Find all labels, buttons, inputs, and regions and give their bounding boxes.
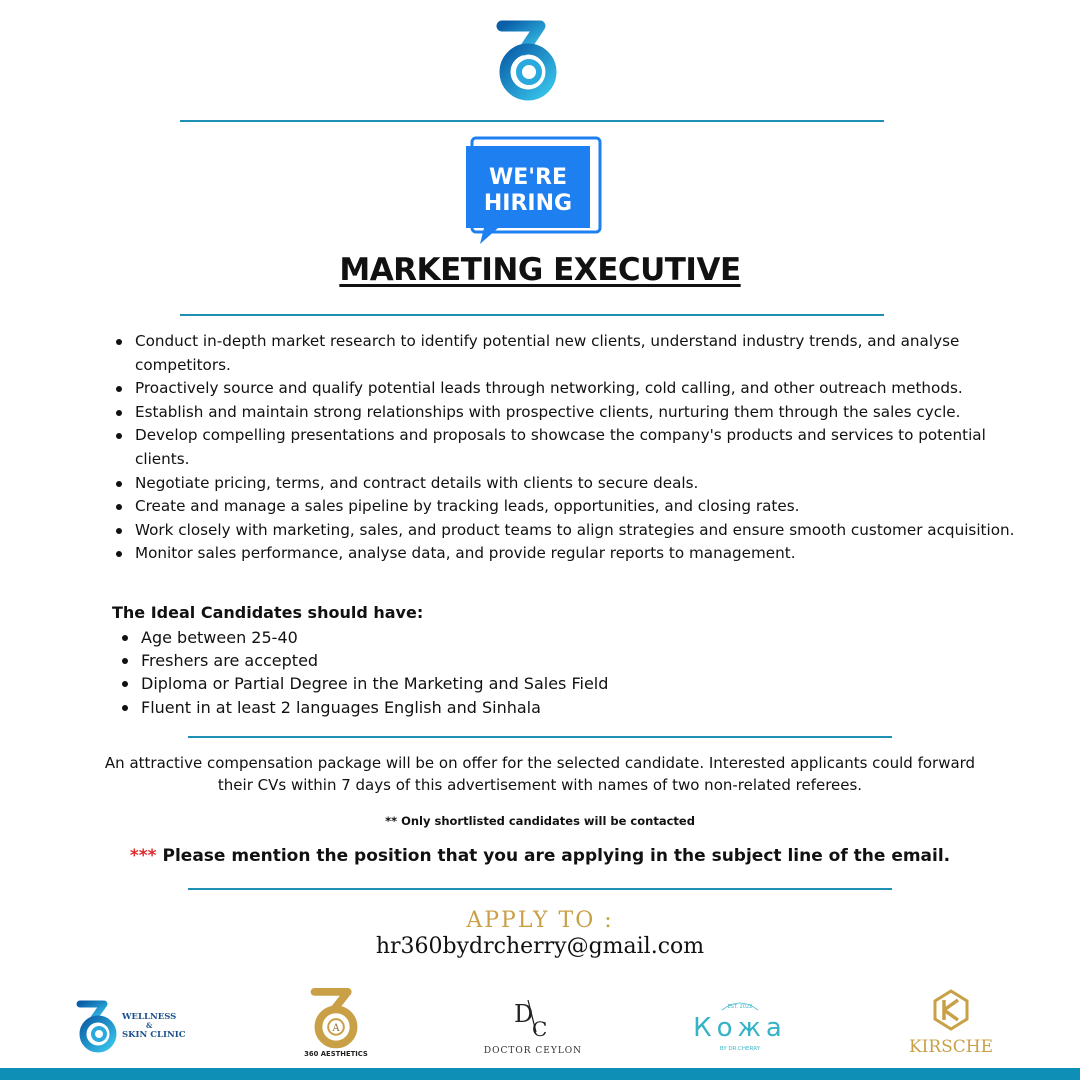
subject-line-notice [0, 846, 1080, 866]
doctor-ceylon-mark-c: C [532, 1017, 548, 1041]
notice-stars: *** [129, 846, 157, 866]
koza-name: Кожа [693, 1013, 787, 1043]
requirement-item: Fluent in at least 2 languages English and Sinhala [122, 696, 608, 719]
notice-text: Please mention the position that you are applying in the subject line of the email. [162, 846, 951, 866]
badge-line-1: WE'RE [489, 165, 567, 190]
divider-bottom [188, 888, 892, 890]
apply-email-link[interactable]: hr360bydrcherry@gmail.com [375, 934, 705, 959]
brand-kirsche [896, 988, 1006, 1058]
duty-item: Proactively source and qualify potential leads through networking, cold calling, and other outreach methods. [116, 377, 1016, 401]
ideal-candidates-list [122, 626, 608, 719]
brand-wellness-skin-clinic [74, 998, 194, 1058]
requirement-item: Diploma or Partial Degree in the Marketing and Sales Field [122, 672, 608, 695]
divider-middle [188, 736, 892, 738]
ideal-candidates-heading: The Ideal Candidates should have: [112, 603, 424, 622]
badge-line-2: HIRING [483, 191, 573, 216]
were-hiring-badge [462, 136, 602, 246]
doctor-ceylon-mark-d: D [514, 1000, 534, 1028]
aesthetics-label: 360 AESTHETICS [304, 1050, 368, 1059]
brand-360-aesthetics [296, 986, 376, 1064]
kirsche-label: KIRSCHE [908, 1037, 994, 1057]
aesthetics-mark: A [332, 1022, 340, 1034]
shortlist-note: ** Only shortlisted candidates will be contacted [385, 814, 695, 828]
duty-item: Negotiate pricing, terms, and contract details with clients to secure deals. [116, 472, 1016, 496]
koza-est: EST. 2022 [727, 1004, 753, 1010]
compensation-text: An attractive compensation package will be on offer for the selected candidate. Interested applicants could forward their CVs within 7 days of this advertisement with names of two non-related referees. [104, 754, 976, 794]
brand-koza [680, 998, 800, 1058]
duty-item: Establish and maintain strong relationships with prospective clients, nurturing them through the sales cycle. [116, 401, 1016, 425]
duty-item: Conduct in-depth market research to identify potential new clients, understand industry trends, and analyse competitors. [116, 330, 1016, 377]
duty-item: Work closely with marketing, sales, and product teams to align strategies and ensure smooth customer acquisition. [116, 519, 1016, 543]
duties-list [116, 330, 1016, 566]
doctor-ceylon-label: DOCTOR CEYLON [483, 1046, 583, 1056]
wellness-line-1: WELLNESS [122, 1012, 177, 1022]
requirement-item: Freshers are accepted [122, 649, 608, 672]
footer-bar [0, 1068, 1080, 1080]
job-title: MARKETING EXECUTIVE [339, 252, 741, 288]
divider-top [180, 120, 884, 122]
brand-doctor-ceylon [478, 992, 588, 1062]
requirement-item: Age between 25-40 [122, 626, 608, 649]
apply-to-label: APPLY TO : [466, 908, 614, 933]
duty-item: Monitor sales performance, analyse data, and provide regular reports to management. [116, 542, 1016, 566]
duty-item: Develop compelling presentations and proposals to showcase the company's products and services to potential clients. [116, 424, 1016, 471]
wellness-amp: & [146, 1021, 153, 1030]
duty-item: Create and manage a sales pipeline by tracking leads, opportunities, and closing rates. [116, 495, 1016, 519]
wellness-line-2: SKIN CLINIC [122, 1030, 186, 1040]
divider-title [180, 314, 884, 316]
company-logo-360 [488, 20, 568, 102]
koza-by: BY DR.CHERRY [719, 1046, 761, 1052]
